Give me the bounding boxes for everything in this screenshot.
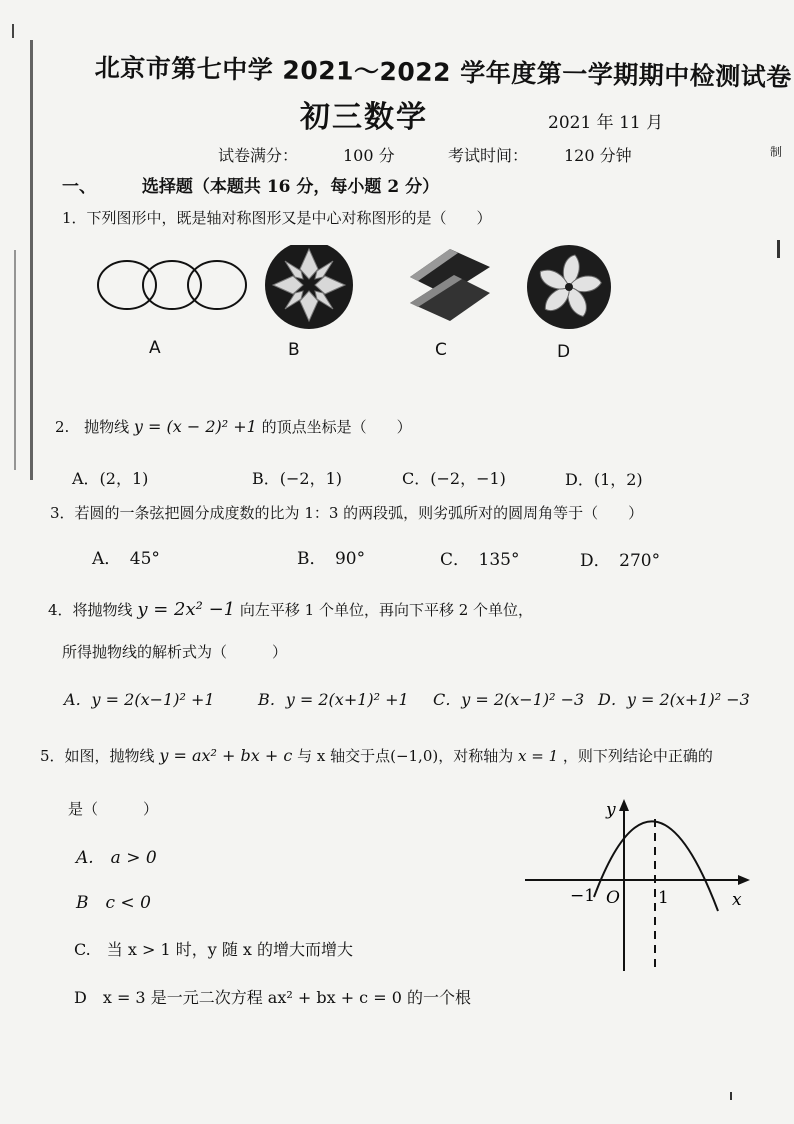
scan-mark-right [777, 240, 780, 258]
page-mark [730, 1092, 732, 1100]
section-number: 一、 [62, 177, 96, 197]
q4-text-post: 向左平移 1 个单位，再向下平移 2 个单位， [239, 601, 534, 619]
binding-line [30, 40, 33, 480]
question-5-line1 [40, 745, 713, 766]
figure-a-rings [98, 261, 246, 309]
q5-text-post: ，则下列结论中正确的 [562, 747, 713, 765]
origin-label: O [606, 888, 620, 908]
q1-figures [95, 245, 655, 345]
scan-mark [12, 24, 14, 38]
q3-option-a: A． 45° [92, 549, 160, 569]
edge-char: 制 [770, 145, 783, 159]
q4-option-a: A．y = 2(x−1)² +1 [64, 690, 215, 709]
q5-option-d: D x = 3 是一元二次方程 ax² + bx + c = 0 的一个根 [74, 988, 471, 1007]
question-3-stem: 3．若圆的一条弦把圆分成度数的比为 1：3 的两段弧，则劣弧所对的圆周角等于（ ） [50, 504, 644, 522]
full-score-value: 100 分 [343, 146, 395, 165]
q4-formula: y = 2x² −1 [137, 599, 236, 620]
binding-line-secondary [14, 250, 16, 470]
full-score-label: 试卷满分： [218, 146, 299, 165]
q2-formula: y = (x − 2)² +1 [133, 417, 257, 436]
figure-b-diamond-emblem [265, 245, 353, 329]
question-1-stem: 1．下列图形中，既是轴对称图形又是中心对称图形的是（ ） [62, 209, 492, 227]
q5-axis: x = 1 [518, 747, 559, 765]
q5-option-b: B c < 0 [76, 893, 151, 913]
x-label: x [732, 890, 742, 910]
question-2-stem [55, 416, 412, 437]
q2-option-d: D．(1，2) [565, 470, 643, 489]
time-value: 120 分钟 [564, 146, 632, 165]
x-axis-arrow [738, 875, 750, 885]
q2-number: 2. [55, 418, 70, 436]
subject-title: 初三数学 [300, 100, 428, 135]
question-4-line2: 所得抛物线的解析式为（ ） [62, 643, 288, 661]
q2-text-post: 的顶点坐标是（ ） [261, 418, 412, 436]
q5-formula: y = ax² + bx + c [159, 746, 293, 765]
q5-option-c: C. 当 x > 1 时，y 随 x 的增大而增大 [74, 940, 354, 959]
q4-option-b: B．y = 2(x+1)² +1 [258, 690, 409, 709]
one-label: 1 [658, 888, 669, 908]
time-label: 考试时间： [448, 146, 529, 165]
neg-one-label: −1 [570, 886, 596, 906]
exam-title: 北京市第七中学 2021～2022 学年度第一学期期中检测试卷 [94, 52, 792, 92]
q2-option-c: C．(−2，−1) [402, 469, 506, 488]
q1-label-c: C [435, 340, 447, 360]
q3-option-c: C． 135° [440, 550, 520, 570]
section-heading [62, 172, 439, 197]
q2-text-pre: 抛物线 [84, 418, 130, 436]
q5-parabola-graph [520, 795, 760, 975]
y-label: y [606, 800, 616, 820]
q4-option-c: C．y = 2(x−1)² −3 [433, 690, 585, 709]
q3-option-b: B． 90° [297, 549, 366, 569]
q5-text-mid: 与 x 轴交于点(−1,0)，对称轴为 [297, 747, 514, 765]
q5-option-a: A. a > 0 [76, 848, 157, 868]
q2-option-b: B．(−2，1) [252, 469, 343, 488]
question-4-line1 [48, 599, 533, 620]
q3-option-d: D． 270° [580, 551, 661, 571]
figure-d-flower-emblem [527, 245, 611, 329]
q4-text-pre: 4．将抛物线 [48, 601, 133, 619]
section-title: 选择题（本题共 16 分，每小题 2 分） [141, 177, 440, 197]
exam-date: 2021 年 11 月 [548, 113, 664, 133]
q5-text-pre: 5．如图，抛物线 [40, 747, 155, 765]
q1-label-b: B [288, 340, 300, 360]
q1-label-a: A [149, 338, 161, 358]
question-5-line2: 是（ ） [68, 800, 159, 818]
figure-c-s-logo [410, 249, 490, 321]
q2-option-a: A．(2，1) [72, 469, 149, 488]
q4-option-d: D．y = 2(x+1)² −3 [598, 690, 750, 709]
q1-label-d: D [557, 342, 571, 362]
y-axis-arrow [619, 799, 629, 811]
